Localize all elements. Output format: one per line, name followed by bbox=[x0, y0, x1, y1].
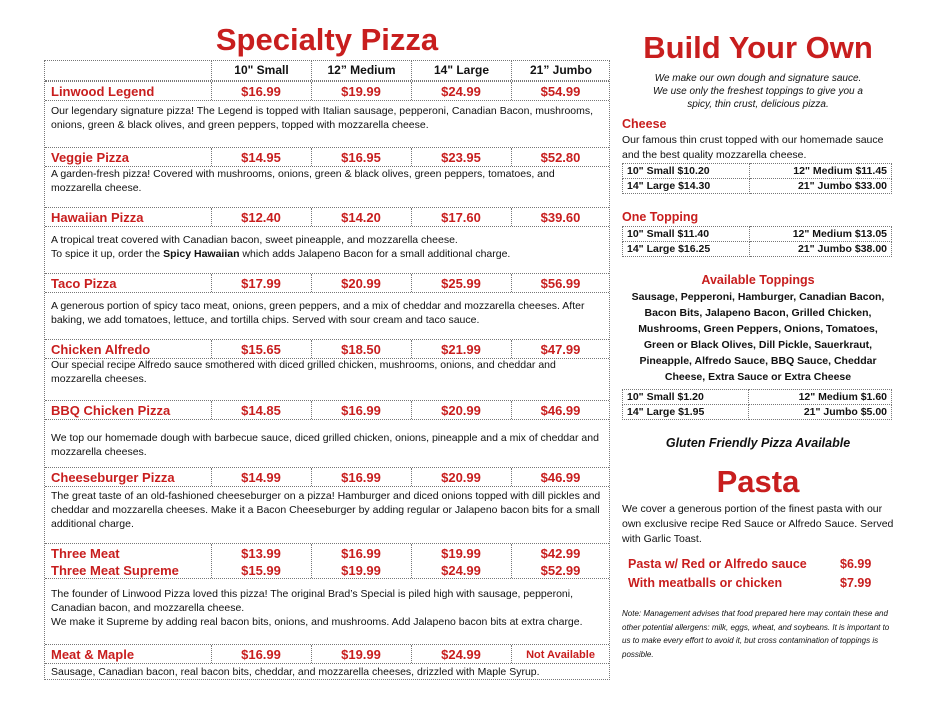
description-text: We make it Supreme by adding real bacon bits, onions, and mushrooms. Add Jalapeno bacon bits at extra charge. bbox=[51, 616, 583, 628]
pasta-items bbox=[622, 555, 894, 593]
price-cell: 10" Small $10.20 bbox=[623, 164, 750, 179]
pizza-name-row bbox=[45, 207, 609, 227]
pizza-price: $19.99 bbox=[341, 647, 381, 662]
pizza-price: $17.99 bbox=[241, 276, 281, 291]
allergen-note: Note: Management advises that food prepared here may contain these and other potential allergens: milk, eggs, wheat, and soybeans. It is important to us to make every effort to avoid it, but cross contamination of toppings is possible. bbox=[622, 609, 890, 659]
pizza-price: $42.99 bbox=[540, 546, 581, 561]
pizza-description bbox=[51, 104, 603, 132]
pizza-price: $52.99 bbox=[540, 563, 581, 578]
pizza-name-row bbox=[45, 273, 609, 293]
one-topping-price-table bbox=[622, 226, 892, 257]
specialty-pizza-title: Specialty Pizza bbox=[215, 22, 439, 57]
pasta-item-name: With meatballs or chicken bbox=[628, 576, 783, 590]
pizza-name-row bbox=[45, 339, 609, 359]
pizza-price: $16.99 bbox=[341, 403, 381, 418]
pizza-price: $15.99 bbox=[241, 563, 281, 578]
build-your-own-title: Build Your Own bbox=[643, 30, 873, 65]
pizza-description bbox=[51, 167, 603, 195]
pizza-price: $15.65 bbox=[241, 342, 281, 357]
description-text: A tropical treat covered with Canadian bacon, sweet pineapple, and mozzarella cheese. bbox=[51, 234, 458, 246]
toppings-list: Sausage, Pepperoni, Hamburger, Canadian Bacon, Bacon Bits, Jalapeno Bacon, Grilled Chicken, Mushrooms, Green Peppers, Onions, Tomatoes, Green or Black Olives, Dill Pickle, Sauerkraut, Pineapple, Alfredo Sauce, BBQ Sauce, Cheddar Cheese, Extra Sauce or Extra Cheese bbox=[631, 291, 885, 383]
price-cell: 21" Jumbo $33.00 bbox=[750, 179, 892, 194]
pizza-price: $19.99 bbox=[341, 84, 381, 99]
pizza-name: Hawaiian Pizza bbox=[51, 210, 144, 225]
one-topping-price-row bbox=[623, 227, 892, 242]
price-cell: 10" Small $11.40 bbox=[623, 227, 750, 242]
pizza-price: $12.40 bbox=[241, 210, 281, 225]
description-text: We top our homemade dough with barbecue sauce, diced grilled chicken, onions, pineapple and a mix of cheddar and mozzarella cheeses. bbox=[51, 432, 599, 458]
size-header-medium: 12” Medium bbox=[311, 61, 411, 80]
pizza-name-row bbox=[45, 81, 609, 101]
pizza-price: $16.99 bbox=[241, 647, 281, 662]
build-intro-2: We use only the freshest toppings to give you a spicy, thin crust, delicious pizza. bbox=[653, 86, 863, 110]
description-text: The founder of Linwood Pizza loved this pizza! The original Brad’s Special is piled high with sausage, pepperoni, Canadian bacon, and mozzarella cheese. bbox=[51, 588, 574, 614]
pizza-price: $13.99 bbox=[241, 546, 281, 561]
description-text: Sausage, Canadian bacon, real bacon bits, cheddar, and mozzarella cheeses, drizzled with Maple Syrup. bbox=[51, 666, 540, 678]
pizza-description bbox=[51, 431, 603, 459]
pizza-price: $25.99 bbox=[441, 276, 481, 291]
pizza-name-row bbox=[45, 644, 609, 664]
pizza-description bbox=[51, 358, 603, 386]
pizza-price: $19.99 bbox=[341, 563, 381, 578]
pizza-price: $16.95 bbox=[341, 150, 381, 165]
pizza-price: $23.95 bbox=[441, 150, 481, 165]
one-topping-heading: One Topping bbox=[622, 210, 699, 224]
description-text: The great taste of an old-fashioned cheeseburger on a pizza! Hamburger and diced onions topped with dill pickles and cheddar and mozzarella cheeses. Make it a Bacon Cheeseburger by adding regular or Jalapeno bacon bits for a small additional charge. bbox=[51, 490, 601, 530]
pizza-name: BBQ Chicken Pizza bbox=[51, 403, 171, 418]
pizza-price: $16.99 bbox=[341, 470, 381, 485]
pizza-price: $20.99 bbox=[441, 403, 481, 418]
pizza-description bbox=[51, 489, 603, 531]
pizza-price: $18.50 bbox=[341, 342, 381, 357]
price-cell: 14" Large $14.30 bbox=[623, 179, 750, 194]
pizza-name-row bbox=[45, 467, 609, 487]
price-cell: 21" Jumbo $5.00 bbox=[749, 405, 892, 420]
pizza-name: Cheeseburger Pizza bbox=[51, 470, 175, 485]
description-text: A generous portion of spicy taco meat, onions, green peppers, and a mix of cheddar and mozzarella cheeses. After baking, we add tomatoes, lettuce, and tortilla chips. Served with sour cream and taco sauce. bbox=[51, 300, 585, 326]
pizza-price: $14.95 bbox=[241, 150, 281, 165]
pizza-price: $21.99 bbox=[441, 342, 481, 357]
toppings-price-table bbox=[622, 389, 892, 420]
pizza-price: $24.99 bbox=[441, 84, 481, 99]
one-topping-price-row bbox=[623, 242, 892, 257]
toppings-price-row bbox=[623, 390, 892, 405]
toppings-price-row bbox=[623, 405, 892, 420]
pizza-price: $39.60 bbox=[540, 210, 581, 225]
pasta-item-name: Pasta w/ Red or Alfredo sauce bbox=[628, 557, 807, 571]
pizza-price: $46.99 bbox=[540, 403, 581, 418]
cheese-description: Our famous thin crust topped with our homemade sauce and the best quality mozzarella cheese. bbox=[622, 134, 884, 161]
pizza-price: $16.99 bbox=[241, 84, 281, 99]
pizza-price: $54.99 bbox=[540, 84, 581, 99]
price-cell: 12" Medium $11.45 bbox=[750, 164, 892, 179]
pizza-name-row bbox=[45, 400, 609, 420]
pizza-price: Not Available bbox=[526, 649, 595, 661]
pizza-price: $47.99 bbox=[540, 342, 581, 357]
cheese-price-row bbox=[623, 179, 892, 194]
build-intro-1: We make our own dough and signature sauce. bbox=[654, 73, 862, 84]
description-text: A garden-fresh pizza! Covered with mushrooms, onions, green & black olives, green peppers, tomatoes, and mozzarella cheese. bbox=[51, 168, 555, 194]
cheese-price-table bbox=[622, 163, 892, 194]
specialty-pizza-table bbox=[44, 60, 610, 680]
pasta-item bbox=[628, 555, 894, 574]
pizza-description bbox=[51, 233, 603, 261]
pizza-price: $14.85 bbox=[241, 403, 281, 418]
size-header-row bbox=[45, 61, 609, 81]
pizza-price: $56.99 bbox=[540, 276, 581, 291]
description-text: Our special recipe Alfredo sauce smothered with diced grilled chicken, mushrooms, onions, and cheddar and mozzarella cheeses. bbox=[51, 359, 556, 385]
pasta-item-price: $6.99 bbox=[840, 557, 872, 571]
pizza-name: Chicken Alfredo bbox=[51, 342, 151, 357]
right-column bbox=[622, 30, 894, 661]
pizza-price: $19.99 bbox=[441, 546, 481, 561]
pizza-price: $20.99 bbox=[441, 470, 481, 485]
pizza-price: $20.99 bbox=[341, 276, 381, 291]
pizza-description bbox=[51, 299, 603, 327]
pizza-name-row bbox=[45, 147, 609, 167]
size-header-large: 14" Large bbox=[411, 61, 511, 80]
cheese-price-row bbox=[623, 164, 892, 179]
price-cell: 21" Jumbo $38.00 bbox=[749, 242, 891, 257]
pizza-price: $17.60 bbox=[441, 210, 481, 225]
pizza-description bbox=[51, 665, 603, 679]
pasta-item-price: $7.99 bbox=[840, 576, 872, 590]
size-header-small: 10" Small bbox=[211, 61, 311, 80]
cheese-heading: Cheese bbox=[622, 117, 667, 131]
pizza-name: Three Meat bbox=[51, 546, 120, 561]
description-text: which adds Jalapeno Bacon for a small additional charge. bbox=[239, 248, 511, 260]
price-cell: 14" Large $16.25 bbox=[623, 242, 750, 257]
pizza-name-row bbox=[45, 543, 609, 579]
price-cell: 10" Small $1.20 bbox=[623, 390, 749, 405]
pizza-price: $24.99 bbox=[441, 563, 481, 578]
pizza-price: $14.20 bbox=[341, 210, 381, 225]
gluten-friendly-note: Gluten Friendly Pizza Available bbox=[665, 436, 851, 450]
pasta-item bbox=[628, 574, 894, 593]
spicy-hawaiian-label: Spicy Hawaiian bbox=[163, 248, 240, 260]
size-header-jumbo: 21” Jumbo bbox=[511, 61, 610, 80]
pizza-name: Meat & Maple bbox=[51, 647, 135, 662]
description-text: To spice it up, order the bbox=[51, 248, 164, 260]
pizza-price: $24.99 bbox=[441, 647, 481, 662]
pizza-name: Linwood Legend bbox=[51, 84, 155, 99]
price-cell: 12" Medium $1.60 bbox=[749, 390, 892, 405]
pizza-price: $16.99 bbox=[341, 546, 381, 561]
pizza-name: Three Meat Supreme bbox=[51, 563, 179, 578]
pizza-name: Taco Pizza bbox=[51, 276, 117, 291]
pizza-name: Veggie Pizza bbox=[51, 150, 130, 165]
pizza-description bbox=[51, 587, 603, 629]
price-cell: 14" Large $1.95 bbox=[623, 405, 749, 420]
price-cell: 12" Medium $13.05 bbox=[749, 227, 891, 242]
pasta-title: Pasta bbox=[716, 464, 800, 499]
description-text: Our legendary signature pizza! The Legend is topped with Italian sausage, pepperoni, Canadian Bacon, mushrooms, onions, green & black olives, and green peppers, topped with mozzarella cheese. bbox=[51, 105, 594, 131]
available-toppings-heading: Available Toppings bbox=[701, 273, 815, 287]
pasta-description: We cover a generous portion of the finest pasta with our own exclusive recipe Red Sauce or Alfredo Sauce. Served with Garlic Toast. bbox=[622, 503, 894, 545]
pizza-price: $46.99 bbox=[540, 470, 581, 485]
pizza-price: $52.80 bbox=[540, 150, 581, 165]
pizza-price: $14.99 bbox=[241, 470, 281, 485]
